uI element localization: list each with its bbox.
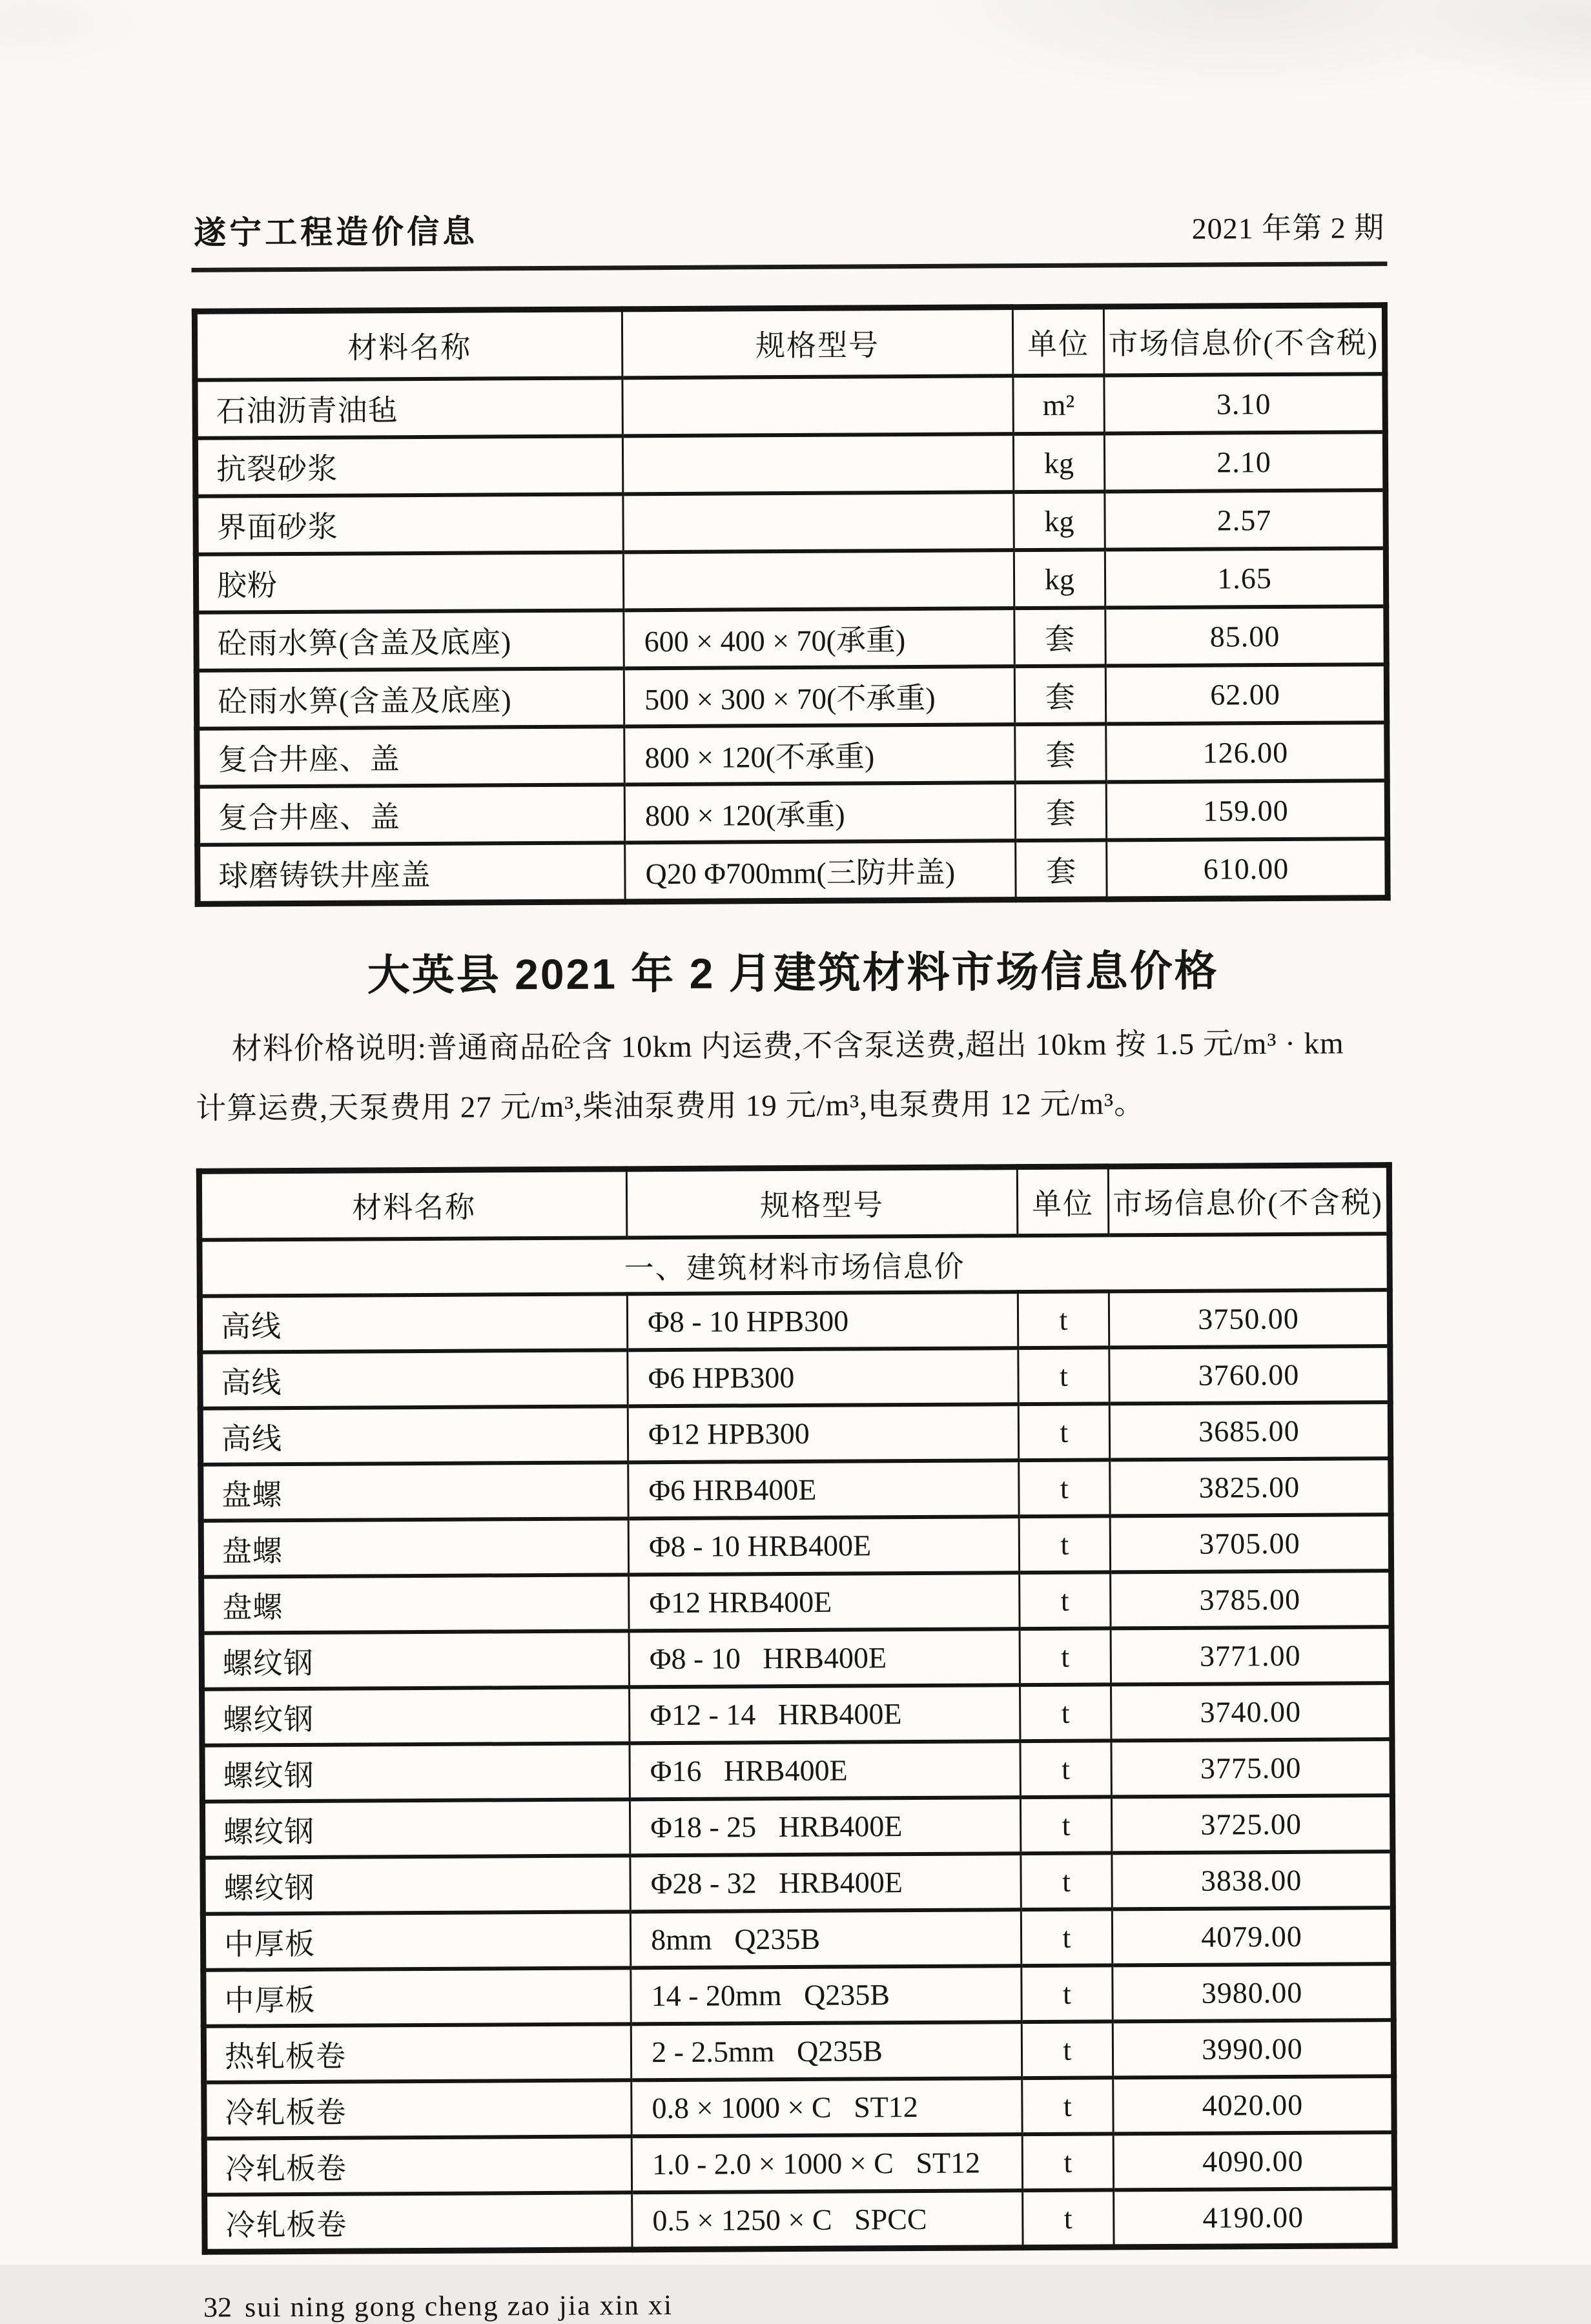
cell-material: 石油沥青油毡: [195, 378, 623, 438]
cell-spec: Φ28 - 32 HRB400E: [630, 1853, 1021, 1911]
cell-unit: 套: [1015, 782, 1107, 841]
column-header: 材料名称: [194, 309, 622, 380]
cell-material: 热轧板卷: [203, 2024, 631, 2082]
column-header: 规格型号: [626, 1167, 1017, 1238]
cell-unit: t: [1021, 1965, 1113, 2022]
cell-unit: t: [1022, 2134, 1114, 2190]
table-row: [201, 1627, 1391, 1689]
cell-unit: 套: [1015, 724, 1107, 782]
table-row: [200, 1402, 1390, 1465]
cell-spec: Φ6 HPB300: [628, 1348, 1018, 1406]
cell-spec: [623, 492, 1014, 552]
cell-unit: t: [1019, 1516, 1111, 1573]
table-row: [202, 1795, 1392, 1858]
cell-unit: t: [1018, 1291, 1109, 1348]
cell-price: 3725.00: [1111, 1795, 1392, 1853]
cell-price: 610.00: [1107, 839, 1388, 899]
cell-material: 复合井座、盖: [197, 784, 625, 844]
price-note-line2: 计算运费,天泵费用 27 元/m³,柴油泵费用 19 元/m³,电泵费用 12 元/m³。: [196, 1087, 1145, 1126]
cell-spec: Φ12 HPB300: [628, 1404, 1018, 1462]
cell-unit: t: [1021, 2077, 1113, 2134]
cell-material: 盘螺: [201, 1575, 630, 1633]
column-header: 规格型号: [622, 307, 1012, 378]
table-row: [195, 374, 1385, 438]
issue-number: 2021 年第 2 期: [1191, 211, 1385, 245]
cell-unit: 套: [1014, 607, 1106, 666]
table-row: [202, 1739, 1392, 1802]
header-row: [194, 305, 1385, 380]
cell-unit: m²: [1013, 375, 1105, 434]
table-row: [197, 722, 1387, 787]
cell-material: 冷轧板卷: [204, 2080, 632, 2138]
cell-unit: t: [1018, 1347, 1110, 1404]
cell-material: 冷轧板卷: [204, 2136, 632, 2194]
cell-spec: [623, 550, 1014, 610]
cell-material: 复合井座、盖: [197, 726, 625, 786]
table-row: [196, 490, 1386, 555]
cell-price: 3825.00: [1110, 1458, 1391, 1516]
cell-unit: t: [1018, 1403, 1110, 1460]
cell-spec: 800 × 120(承重): [624, 782, 1015, 842]
materials-price-table-2: [196, 1162, 1398, 2255]
footer-pinyin: sui ning gong cheng zao jia xin xi: [244, 2288, 673, 2323]
table-row: [196, 664, 1386, 729]
table-row: [200, 1290, 1390, 1352]
cell-spec: [623, 434, 1014, 494]
cell-material: 高线: [200, 1294, 628, 1352]
cell-spec: 600 × 400 × 70(承重): [624, 608, 1014, 668]
cell-unit: 套: [1014, 666, 1106, 724]
materials-price-table-1: [192, 302, 1391, 907]
cell-unit: t: [1021, 1853, 1113, 1910]
cell-spec: 2 - 2.5mm Q235B: [631, 2022, 1021, 2080]
cell-spec: 500 × 300 × 70(不承重): [624, 666, 1014, 726]
table-row: [196, 548, 1386, 613]
cell-price: 3785.00: [1111, 1571, 1391, 1628]
cell-material: 界面砂浆: [196, 494, 624, 554]
cell-unit: 套: [1015, 840, 1107, 899]
cell-spec: Φ16 HRB400E: [630, 1741, 1020, 1799]
page-header: [191, 201, 1387, 254]
cell-price: 126.00: [1106, 722, 1387, 782]
column-header: 单位: [1017, 1167, 1109, 1236]
cell-price: 3.10: [1104, 374, 1385, 433]
cell-material: 胶粉: [196, 552, 624, 612]
journal-title: 遂宁工程造价信息: [194, 213, 478, 251]
cell-spec: 0.8 × 1000 × C ST12: [631, 2078, 1022, 2136]
cell-spec: Φ8 - 10 HRB400E: [628, 1516, 1019, 1575]
cell-unit: t: [1021, 2021, 1113, 2078]
table-row: [203, 1908, 1393, 1970]
cell-price: 159.00: [1106, 780, 1387, 840]
cell-material: 螺纹钢: [202, 1743, 630, 1801]
cell-spec: 14 - 20mm Q235B: [631, 1966, 1021, 2024]
cell-spec: 800 × 120(不承重): [624, 724, 1015, 784]
table-row: [203, 1964, 1393, 2026]
cell-unit: kg: [1014, 549, 1105, 608]
cell-spec: Φ12 - 14 HRB400E: [630, 1685, 1020, 1743]
cell-spec: Φ18 - 25 HRB400E: [630, 1797, 1021, 1855]
table-row: [201, 1571, 1391, 1633]
cell-material: 冷轧板卷: [205, 2192, 633, 2252]
cell-material: 螺纹钢: [202, 1687, 630, 1745]
cell-unit: kg: [1013, 433, 1105, 492]
cell-unit: t: [1020, 1797, 1112, 1853]
cell-spec: [622, 376, 1013, 436]
cell-price: 3750.00: [1109, 1290, 1390, 1347]
cell-price: 3980.00: [1113, 1964, 1393, 2021]
page-footer: [202, 2285, 1398, 2324]
cell-unit: t: [1018, 1460, 1110, 1516]
cell-price: 3740.00: [1111, 1683, 1392, 1740]
cell-unit: t: [1020, 1740, 1112, 1797]
cell-price: 4190.00: [1114, 2188, 1395, 2247]
header-row: [199, 1165, 1390, 1240]
cell-spec: 8mm Q235B: [630, 1910, 1021, 1968]
table-row: [204, 2132, 1394, 2195]
table-row: [197, 780, 1387, 845]
column-header: 市场信息价(不含税): [1108, 1165, 1390, 1236]
cell-material: 砼雨水箅(含盖及底座): [196, 668, 624, 728]
column-header: 市场信息价(不含税): [1103, 305, 1385, 376]
cell-spec: 0.5 × 1250 × C SPCC: [632, 2190, 1023, 2250]
cell-material: 高线: [200, 1350, 628, 1408]
section-row-title: 一、建筑材料市场信息价: [200, 1234, 1390, 1296]
cell-unit: t: [1020, 1628, 1111, 1685]
cell-material: 高线: [200, 1406, 628, 1464]
cell-price: 4079.00: [1112, 1908, 1393, 1965]
table-row: [204, 2076, 1394, 2139]
cell-spec: Q20 Φ700mm(三防井盖): [625, 841, 1016, 902]
cell-price: 3771.00: [1111, 1627, 1391, 1684]
page-content: [191, 201, 1398, 2324]
cell-price: 2.10: [1104, 432, 1385, 491]
table-row: [195, 432, 1385, 496]
cell-unit: t: [1019, 1572, 1111, 1629]
cell-price: 4020.00: [1113, 2076, 1394, 2134]
page-number: 32: [203, 2291, 232, 2323]
cell-material: 砼雨水箅(含盖及底座): [196, 610, 624, 670]
cell-price: 3838.00: [1112, 1851, 1393, 1909]
cell-spec: Φ8 - 10 HPB300: [627, 1292, 1018, 1350]
cell-price: 3685.00: [1109, 1402, 1390, 1460]
cell-material: 中厚板: [203, 1911, 631, 1970]
table-row: [201, 1514, 1391, 1577]
cell-price: 3990.00: [1113, 2020, 1393, 2077]
cell-unit: t: [1020, 1684, 1111, 1741]
cell-price: 3760.00: [1109, 1346, 1390, 1403]
section-row: [200, 1234, 1390, 1296]
table-row: [198, 839, 1388, 904]
header-rule: [192, 261, 1388, 272]
cell-material: 螺纹钢: [202, 1799, 630, 1857]
cell-spec: 1.0 - 2.0 × 1000 × C ST12: [631, 2134, 1022, 2192]
cell-price: 2.57: [1105, 490, 1386, 549]
cell-spec: Φ6 HRB400E: [628, 1460, 1019, 1518]
table-row: [200, 1346, 1390, 1409]
cell-material: 盘螺: [201, 1518, 629, 1576]
table-row: [202, 1683, 1392, 1746]
section-heading: 大英县 2021 年 2 月建筑材料市场信息价格: [367, 946, 1219, 999]
cell-unit: t: [1021, 1909, 1113, 1966]
table-row: [201, 1458, 1391, 1521]
cell-price: 62.00: [1105, 664, 1386, 724]
cell-price: 1.65: [1105, 548, 1386, 607]
table-row: [203, 1851, 1393, 1914]
cell-unit: kg: [1014, 491, 1105, 550]
cell-material: 螺纹钢: [203, 1855, 631, 1913]
cell-price: 3705.00: [1110, 1514, 1391, 1572]
cell-spec: Φ8 - 10 HRB400E: [629, 1629, 1020, 1687]
table-row: [203, 2020, 1393, 2083]
cell-material: 抗裂砂浆: [195, 436, 623, 496]
table-row: [205, 2188, 1395, 2252]
cell-material: 螺纹钢: [201, 1631, 630, 1689]
cell-spec: Φ12 HRB400E: [629, 1573, 1020, 1631]
cell-material: 球磨铸铁井座盖: [198, 842, 626, 904]
cell-price: 3775.00: [1111, 1739, 1392, 1797]
cell-material: 中厚板: [203, 1968, 631, 2026]
column-header: 材料名称: [199, 1169, 627, 1240]
column-header: 单位: [1012, 307, 1104, 376]
cell-price: 4090.00: [1113, 2132, 1394, 2190]
price-note: [196, 1014, 1392, 1139]
table-row: [196, 606, 1386, 671]
cell-material: 盘螺: [201, 1462, 629, 1520]
cell-price: 85.00: [1105, 606, 1386, 666]
cell-unit: t: [1022, 2190, 1114, 2247]
price-note-line1: 材料价格说明:普通商品砼含 10km 内运费,不含泵送费,超出 10km 按 1.5 元/m³ · km: [231, 1026, 1344, 1066]
